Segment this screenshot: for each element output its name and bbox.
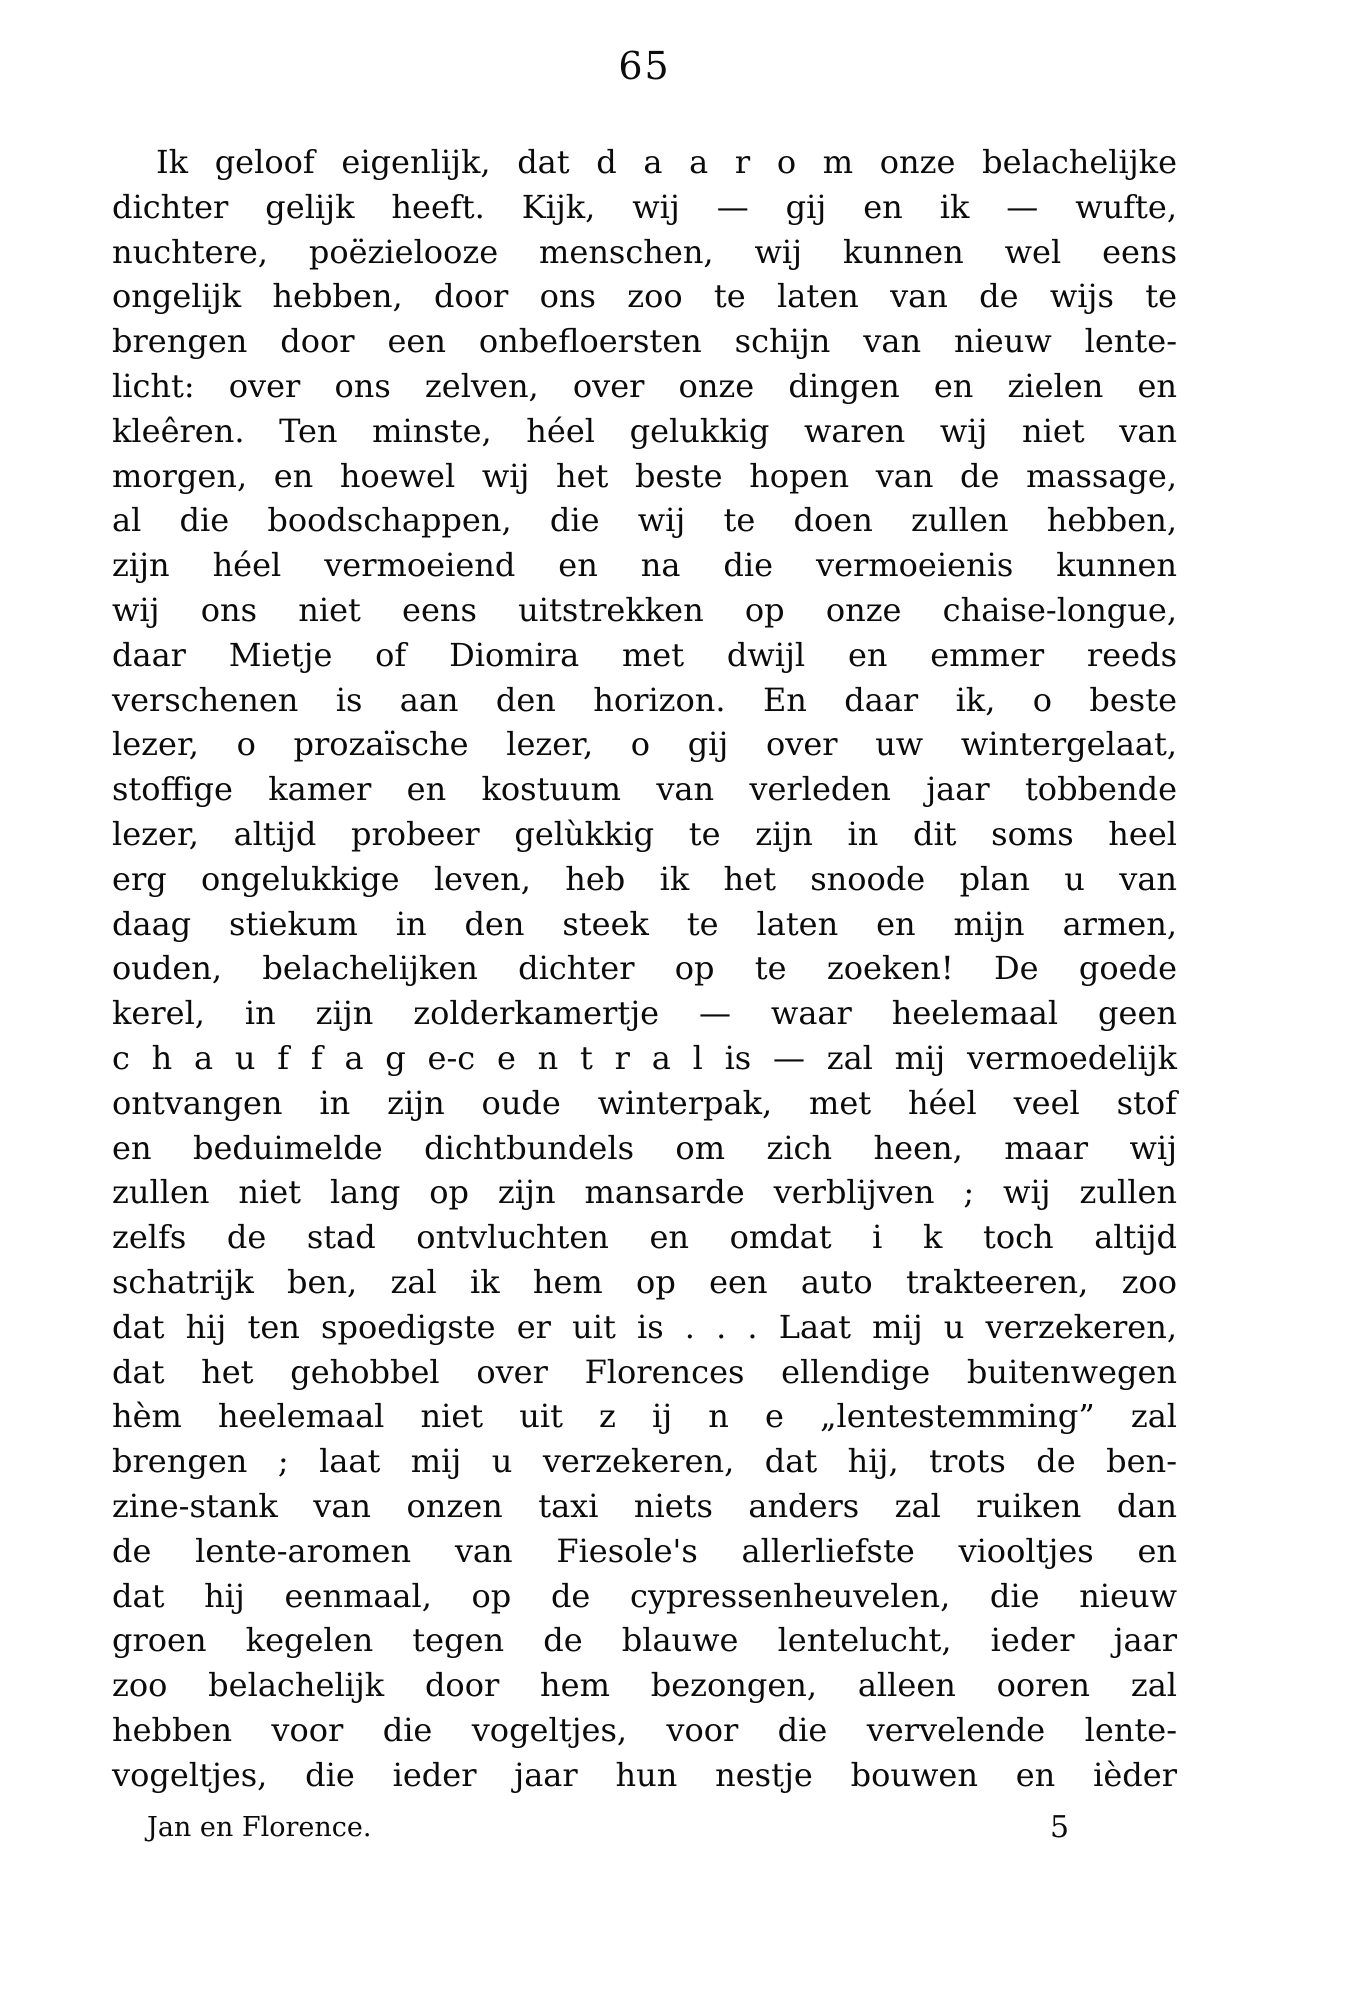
body-text [112, 140, 1177, 1797]
text-line: zine-stank van onzen taxi niets anders zal ruiken dan [112, 1486, 1177, 1525]
page-number: 65 [618, 44, 671, 88]
text-line: zoo belachelijk door hem bezongen, alleen ooren zal [112, 1666, 1177, 1705]
text-line: dichter gelijk heeft. Kijk, wij — gij en ik — wufte, [112, 187, 1177, 226]
text-line: hèm heelemaal niet uit z ij n e „lentestemming” zal [112, 1397, 1177, 1436]
text-line: ontvangen in zijn oude winterpak, met héel veel stof [112, 1083, 1177, 1122]
text-line: daar Mietje of Diomira met dwijl en emmer reeds [112, 635, 1177, 674]
text-line: zullen niet lang op zijn mansarde verblijven ; wij zullen [112, 1173, 1177, 1212]
text-line: ongelijk hebben, door ons zoo te laten van de wijs te [112, 277, 1177, 316]
text-line: brengen ; laat mij u verzekeren, dat hij, trots de ben- [112, 1442, 1177, 1481]
text-line: dat hij ten spoedigste er uit is . . . Laat mij u verzekeren, [112, 1307, 1177, 1346]
text-line: en beduimelde dichtbundels om zich heen, maar wij [112, 1128, 1177, 1167]
text-line: daag stiekum in den steek te laten en mijn armen, [112, 904, 1177, 943]
text-line: licht: over ons zelven, over onze dingen en zielen en [112, 366, 1177, 405]
text-line: groen kegelen tegen de blauwe lentelucht, ieder jaar [112, 1621, 1177, 1660]
text-line: brengen door een onbefloersten schijn van nieuw lente- [112, 322, 1177, 361]
text-line: wij ons niet eens uitstrekken op onze chaise-longue, [112, 590, 1177, 629]
text-line: stoffige kamer en kostuum van verleden jaar tobbende [112, 770, 1177, 809]
text-line: nuchtere, poëzielooze menschen, wij kunnen wel eens [112, 232, 1177, 271]
text-line: zijn héel vermoeiend en na die vermoeienis kunnen [112, 546, 1177, 585]
text-line: morgen, en hoewel wij het beste hopen van de massage, [112, 456, 1177, 495]
text-line: ouden, belachelijken dichter op te zoeken! De goede [112, 949, 1177, 988]
text-line: Ik geloof eigenlijk, dat d a a r o m onze belachelijke [156, 143, 1177, 181]
text-line: kleêren. Ten minste, héel gelukkig waren wij niet van [112, 411, 1177, 450]
text-line: schatrijk ben, zal ik hem op een auto trakteeren, zoo [112, 1262, 1177, 1301]
text-line: de lente-aromen van Fiesole's allerliefste viooltjes en [112, 1531, 1177, 1570]
text-line: vogeltjes, die ieder jaar hun nestje bouwen en ièder [112, 1755, 1177, 1794]
text-line: dat het gehobbel over Florences ellendige buitenwegen [112, 1352, 1177, 1391]
text-line: lezer, altijd probeer gelùkkig te zijn in dit soms heel [112, 814, 1177, 853]
text-line: c h a u f f a g e-c e n t r a l is — zal mij vermoedelijk [112, 1038, 1177, 1077]
footer-book-title: Jan en Florence. [147, 1812, 372, 1843]
text-line: al die boodschappen, die wij te doen zullen hebben, [112, 501, 1177, 540]
footer-signature-number: 5 [1050, 1810, 1070, 1845]
text-line: lezer, o prozaïsche lezer, o gij over uw wintergelaat, [112, 725, 1177, 764]
text-line: dat hij eenmaal, op de cypressenheuvelen, die nieuw [112, 1576, 1177, 1615]
text-line: kerel, in zijn zolderkamertje — waar heelemaal geen [112, 994, 1177, 1033]
text-line: zelfs de stad ontvluchten en omdat i k toch altijd [112, 1218, 1177, 1257]
text-line: hebben voor die vogeltjes, voor die vervelende lente- [112, 1710, 1177, 1749]
text-line: verschenen is aan den horizon. En daar ik, o beste [112, 680, 1177, 719]
text-line: erg ongelukkige leven, heb ik het snoode plan u van [112, 859, 1177, 898]
